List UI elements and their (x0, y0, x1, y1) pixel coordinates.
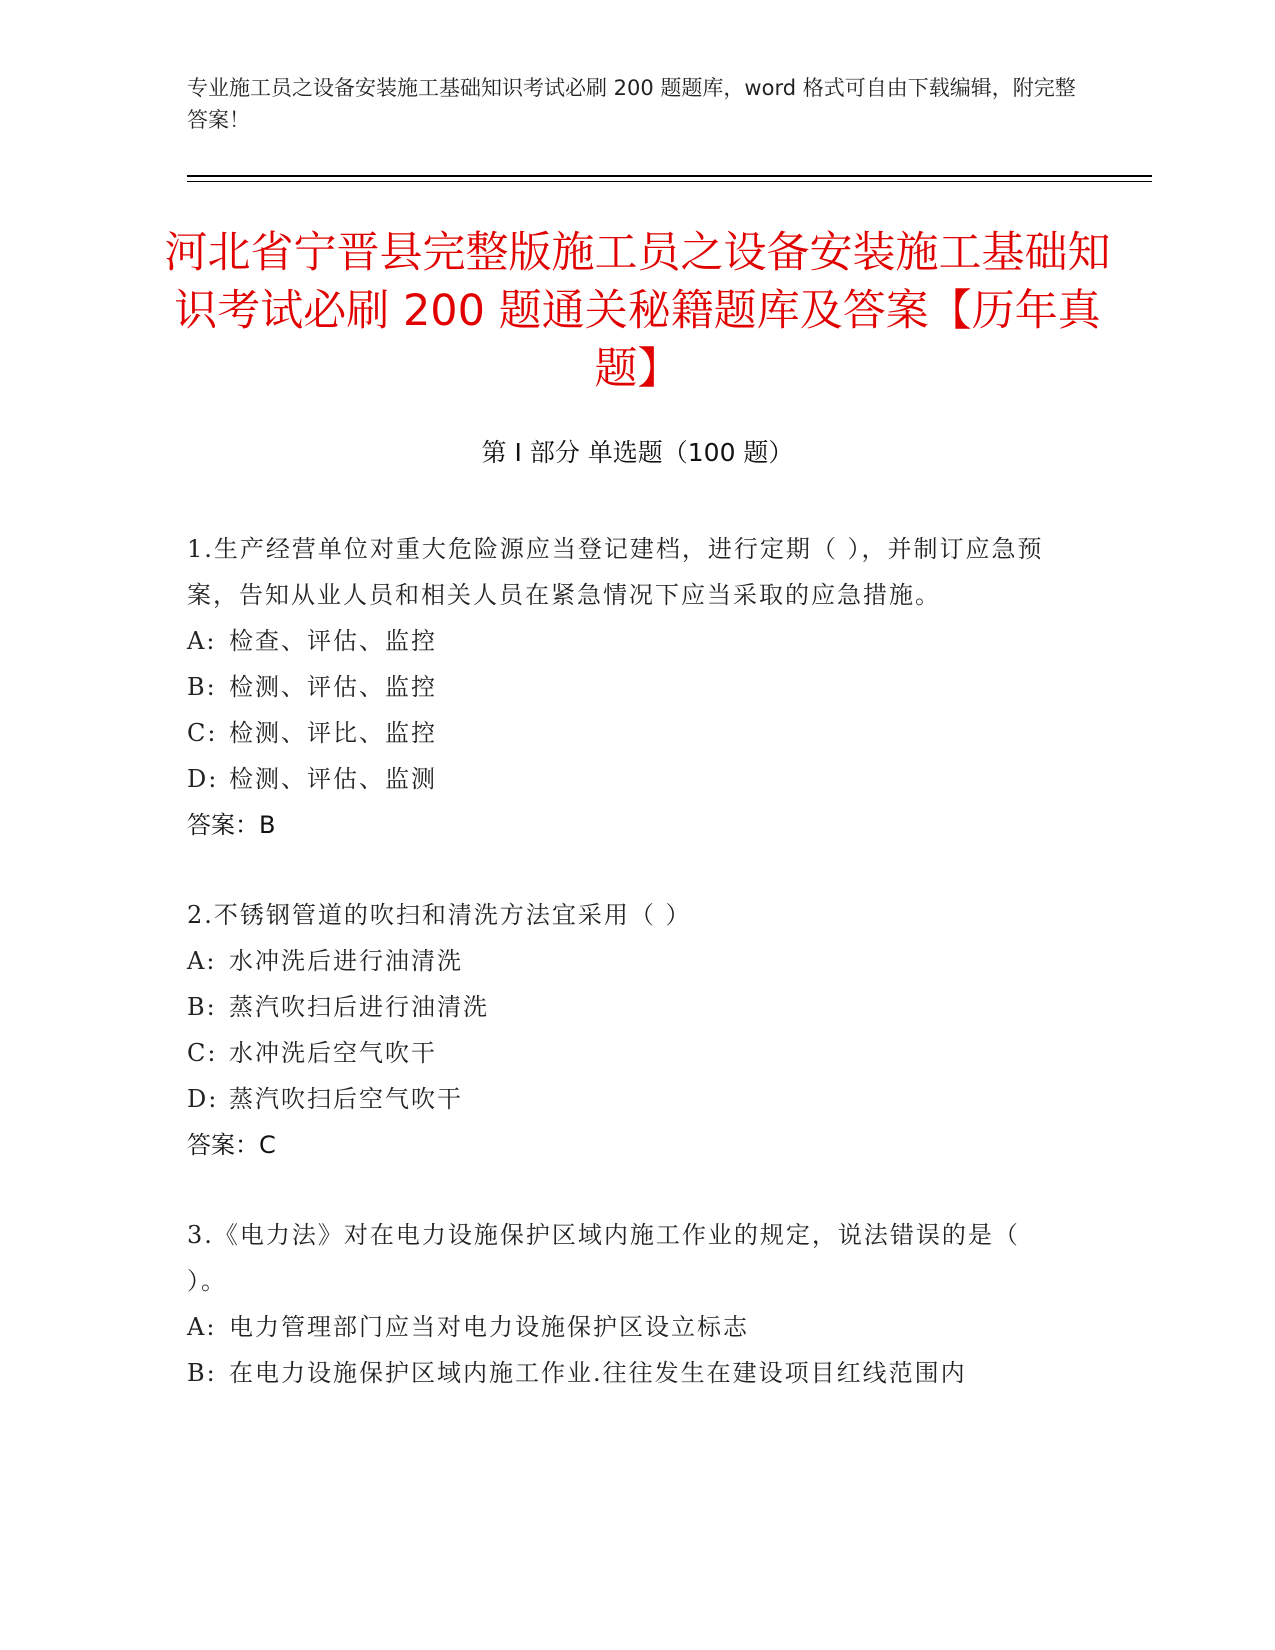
option-letter: A: (187, 1313, 217, 1341)
option-a (187, 618, 1067, 664)
option-text: 在电力设施保护区域内施工作业.往往发生在建设项目红线范围内 (229, 1359, 967, 1387)
option-text: 蒸汽吹扫后进行油清洗 (229, 993, 489, 1021)
question-stem: 3.《电力法》对在电力设施保护区域内施工作业的规定，说法错误的是（ ）。 (187, 1221, 1020, 1295)
question-1 (187, 526, 1067, 848)
option-text: 电力管理部门应当对电力设施保护区设立标志 (229, 1313, 749, 1341)
option-letter: B: (187, 673, 217, 701)
option-c (187, 710, 1067, 756)
question-3 (187, 1212, 1067, 1396)
option-a (187, 938, 1067, 984)
option-letter: C: (187, 719, 218, 747)
answer-line: 答案：C (187, 1131, 276, 1159)
option-b (187, 984, 1067, 1030)
option-letter: A: (187, 627, 217, 655)
option-text: 检测、评估、监测 (229, 765, 437, 793)
option-d (187, 756, 1067, 802)
option-letter: C: (187, 1039, 218, 1067)
option-letter: B: (187, 1359, 217, 1387)
header-note: 专业施工员之设备安装施工基础知识考试必刷 200 题题库，word 格式可自由下载编辑，附完整答案！ (187, 76, 1076, 132)
option-letter: B: (187, 993, 217, 1021)
option-letter: D: (187, 1085, 219, 1113)
option-d (187, 1076, 1067, 1122)
option-text: 检测、评估、监控 (229, 673, 437, 701)
question-list (187, 526, 1067, 1440)
answer-line: 答案：B (187, 811, 276, 839)
document-title: 河北省宁晋县完整版施工员之设备安装施工基础知识考试必刷 200 题通关秘籍题库及答案【历年真题】 (164, 228, 1111, 394)
option-letter: A: (187, 947, 217, 975)
option-letter: D: (187, 765, 219, 793)
option-b (187, 664, 1067, 710)
question-2 (187, 892, 1067, 1168)
option-text: 检测、评比、监控 (229, 719, 437, 747)
option-c (187, 1030, 1067, 1076)
question-stem: 2.不锈钢管道的吹扫和清洗方法宜采用（ ） (187, 901, 692, 929)
option-b (187, 1350, 1067, 1396)
option-text: 水冲洗后空气吹干 (229, 1039, 437, 1067)
option-text: 检查、评估、监控 (229, 627, 437, 655)
option-text: 水冲洗后进行油清洗 (229, 947, 463, 975)
option-text: 蒸汽吹扫后空气吹干 (229, 1085, 463, 1113)
header-rule-thin (187, 181, 1152, 182)
section-heading: 第 I 部分 单选题（100 题） (481, 438, 794, 467)
question-stem: 1.生产经营单位对重大危险源应当登记建档，进行定期（ ），并制订应急预案，告知从业人员和相关人员在紧急情况下应当采取的应急措施。 (187, 535, 1044, 609)
header-rule-thick (187, 175, 1152, 177)
option-a (187, 1304, 1067, 1350)
